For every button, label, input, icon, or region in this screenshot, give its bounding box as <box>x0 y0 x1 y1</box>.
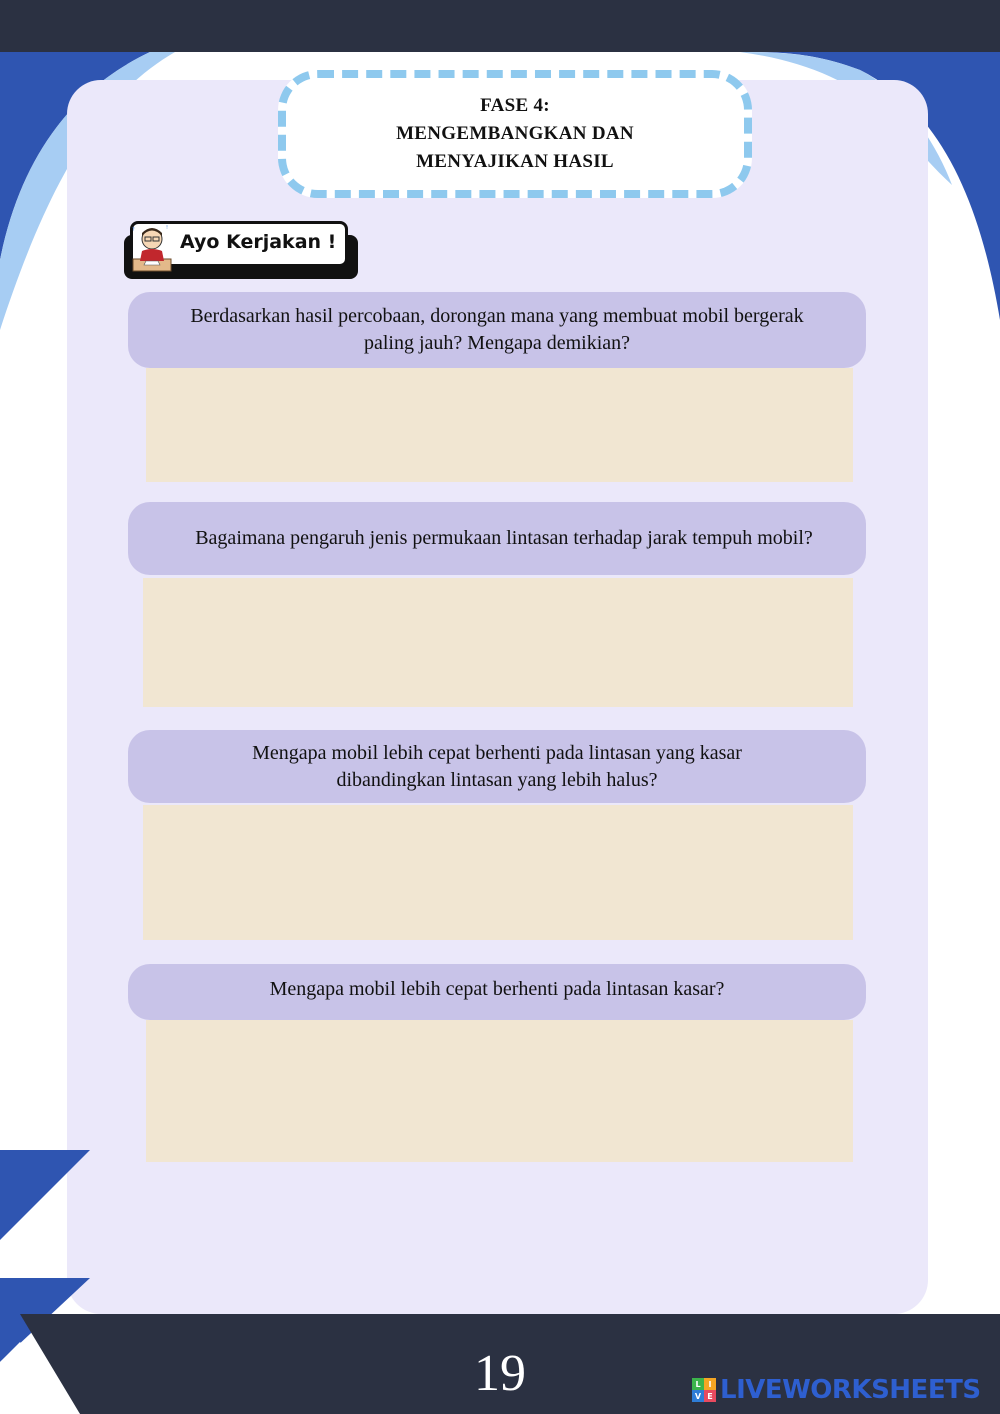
question-2-line-1: Bagaimana pengaruh jenis permukaan lintasan terhadap jarak tempuh mobil? <box>195 527 813 549</box>
question-4 <box>128 964 866 1020</box>
question-1-line-1: Berdasarkan hasil percobaan, dorongan mana yang membuat mobil bergerak <box>190 305 804 327</box>
question-3-line-2: dibandingkan lintasan yang lebih halus? <box>336 768 658 791</box>
ayo-kerjakan-badge <box>122 221 356 277</box>
answer-box-1[interactable] <box>146 368 853 482</box>
svg-text:?: ? <box>132 227 135 233</box>
question-2 <box>128 502 866 575</box>
question-3-line-1: Mengapa mobil lebih cepat berhenti pada lintasan yang kasar <box>252 741 742 764</box>
answer-box-3[interactable] <box>143 805 853 940</box>
phase-subtitle-2: MENYAJIKAN HASIL <box>416 151 614 172</box>
student-writing-icon <box>130 221 174 273</box>
answer-box-4[interactable] <box>146 1020 853 1162</box>
svg-text:!: ! <box>166 225 169 231</box>
badge-label: Ayo Kerjakan ! <box>180 231 337 253</box>
liveworksheets-icon: L I V E <box>692 1378 716 1402</box>
phase-title: FASE 4: <box>480 95 550 116</box>
top-band <box>0 0 1000 52</box>
question-1-line-2: paling jauh? Mengapa demikian? <box>363 332 630 354</box>
phase-subtitle-1: MENGEMBANGKAN DAN <box>396 123 634 144</box>
question-3 <box>128 730 866 803</box>
question-1 <box>128 292 866 368</box>
answer-box-2[interactable] <box>143 578 853 707</box>
liveworksheets-text: LIVEWORKSHEETS <box>720 1375 981 1405</box>
liveworksheets-logo[interactable] <box>692 1376 981 1404</box>
question-4-line-1: Mengapa mobil lebih cepat berhenti pada lintasan kasar? <box>269 978 725 1000</box>
phase-header <box>278 70 752 198</box>
page-number: 19 <box>474 1345 526 1402</box>
